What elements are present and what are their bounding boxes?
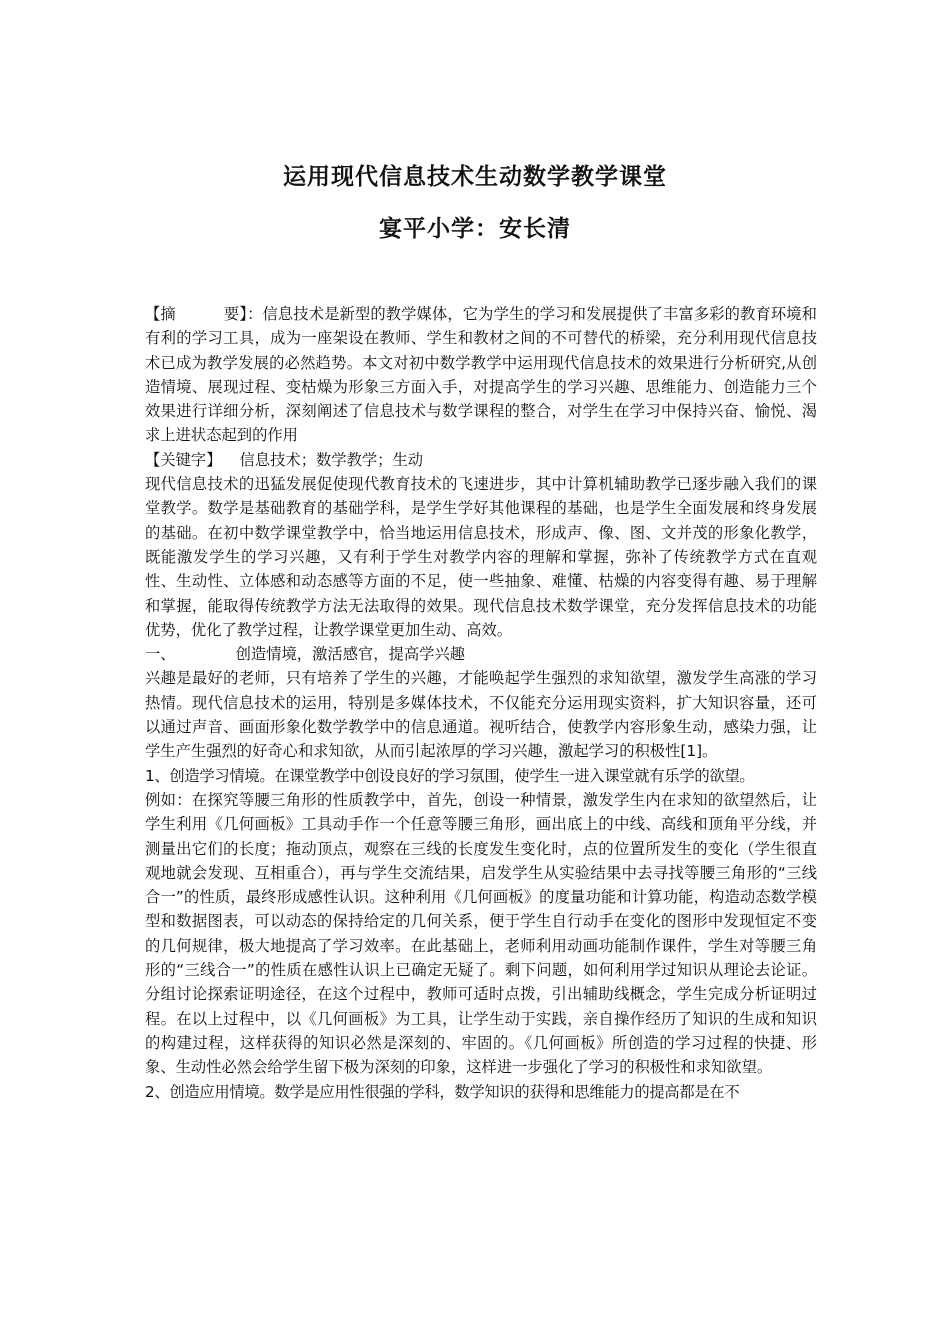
document-body <box>145 302 817 1104</box>
intro-paragraph: 现代信息技术的迅猛发展促使现代教育技术的飞速进步，其中计算机辅助教学已逐步融入我们的课堂教学。数学是基础教育的基础学科，是学生学好其他课程的基础，也是学生全面发展和终身发展的基础。在初中数学课堂教学中，恰当地运用信息技术，形成声、像、图、文并茂的形象化教学，既能激发学生的学习兴趣，又有利于学生对教学内容的理解和掌握，弥补了传统教学方式在直观性、生动性、立体感和动态感等方面的不足，使一些抽象、难懂、枯燥的内容变得有趣、易于理解和掌握，能取得传统教学方法无法取得的效果。现代信息技术数学课堂，充分发挥信息技术的功能优势，优化了教学过程，让教学课堂更加生动、高效。 <box>145 475 817 639</box>
keywords-label: 【关键字】 <box>145 450 222 469</box>
item1-paragraph: 例如：在探究等腰三角形的性质教学中，首先，创设一种情景，激发学生内在求知的欲望然后，让学生利用《几何画板》工具动手作一个任意等腰三角形，画出底上的中线、高线和顶角平分线，并测量出它们的长度；拖动顶点，观察在三线的长度发生变化时，点的位置所发生的变化（学生很直观地就会发现、互相重合），再与学生交流结果，启发学生从实验结果中去寻找等腰三角形的“三线合一”的性质，最终形成感性认识。这种利用《几何画板》的度量功能和计算功能，构造动态数学模型和数据图表，可以动态的保持给定的几何关系，便于学生自行动手在变化的图形中发现恒定不变的几何规律，极大地提高了学习效率。在此基础上，老师利用动画功能制作课件，学生对等腰三角形的“三线合一”的性质在感性认识上已确定无疑了。剩下问题，如何利用学过知识从理论去论证。分组讨论探索证明途径，在这个过程中，教师可适时点拨，引出辅助线概念，学生完成分析证明过程。在以上过程中，以《几何画板》为工具，让学生动于实践，亲自操作经历了知识的生成和知识的构建过程，这样获得的知识必然是深刻的、牢固的。《几何画板》所创造的学习过程的快捷、形象、生动性必然会给学生留下极为深刻的印象，这样进一步强化了学习的积极性和求知欲望。 <box>145 790 817 1077</box>
section-heading-text: 创造情境，激活感官，提高学兴趣 <box>235 645 466 664</box>
abstract-label-close: 要】： <box>223 305 263 323</box>
section-heading <box>145 642 817 666</box>
keywords-line <box>145 448 817 472</box>
section-number: 一、 <box>145 645 176 664</box>
document-title: 运用现代信息技术生动数学教学课堂 <box>283 164 667 190</box>
abstract-paragraph <box>145 302 817 448</box>
abstract-text: 信息技术是新型的教学媒体，它为学生的学习和发展提供了丰富多彩的教育环境和有利的学习工具，成为一座架设在教师、学生和教材之间的不可替代的桥梁，充分利用现代信息技术已成为教学发展的必然趋势。本文对初中数学教学中运用现代信息技术的效果进行分析研究,从创造情境、展现过程、变枯燥为形象三方面入手，对提高学生的学习兴趣、思维能力、创造能力三个效果进行详细分析，深刻阐述了信息技术与数学课程的整合，对学生在学习中保持兴奋、愉悦、渴求上进状态起到的作用 <box>145 305 817 445</box>
abstract-label-open: 【摘 <box>145 305 176 323</box>
item2-line: 2、创造应用情境。数学是应用性很强的学科，数学知识的获得和思维能力的提高都是在不 <box>145 1082 740 1101</box>
author-line: 宴平小学：安长清 <box>379 216 571 242</box>
keywords-text: 信息技术；数学教学；生动 <box>239 450 424 469</box>
item1-line: 1、创造学习情境。在课堂教学中创设良好的学习氛围，使学生一进入课堂就有乐学的欲望。 <box>145 766 755 785</box>
section-paragraph: 兴趣是最好的老师，只有培养了学生的兴趣，才能唤起学生强烈的求知欲望，激发学生高涨的学习热情。现代信息技术的运用，特别是多媒体技术，不仅能充分运用现实资料，扩大知识容量，还可以通过声音、画面形象化数学教学中的信息通道。视听结合，使教学内容形象生动，感染力强，让学生产生强烈的好奇心和求知欲，从而引起浓厚的学习兴趣，激起学习的积极性[1]。 <box>145 669 817 761</box>
